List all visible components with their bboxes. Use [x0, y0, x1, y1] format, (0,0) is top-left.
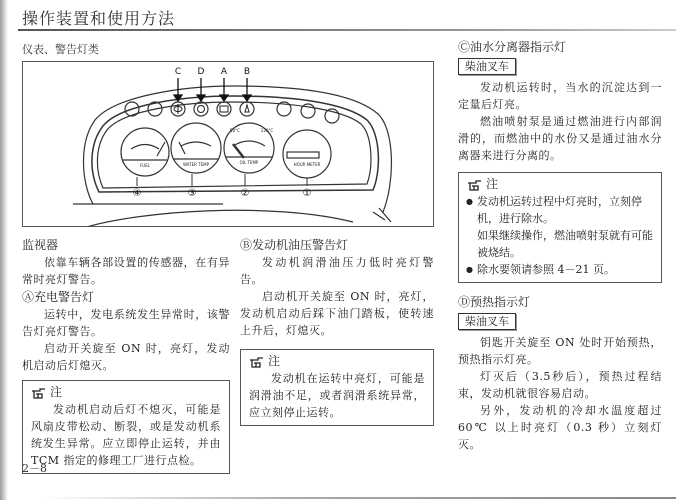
- note-bullet-2: ● 除水要领请参照 4－21 页。: [467, 261, 653, 278]
- gauge-number-2: ②: [240, 188, 250, 199]
- water-separator-note: [458, 172, 662, 283]
- callout-c: C: [174, 67, 182, 77]
- header-divider: [18, 29, 676, 31]
- preheat-heading: Ⓓ预热指示灯: [458, 295, 531, 309]
- oil-pressure-para-2: 启动机开关旋至 ON 时，亮灯，发动机启动后踩下油门踏板，使转速上升后，灯熄灭。: [240, 290, 434, 337]
- pointing-hand-icon: [467, 178, 483, 192]
- gauge-number-1: ①: [302, 188, 312, 199]
- middle-column: [240, 236, 434, 426]
- gauge-number-4: ④: [132, 188, 142, 199]
- water-separator-para-1: 发动机运转时，当水的沉淀达到一定量后灯亮。: [458, 81, 662, 111]
- monitor-heading: 监视器: [22, 238, 59, 252]
- note-bullet-1: ● 发动机运转过程中灯亮时，立刻停机，进行除水。: [467, 193, 653, 227]
- note-label: 注: [50, 385, 63, 399]
- water-separator-para-2: 燃油喷射泵是通过燃油进行内部润滑的，而燃油中的水份又是通过油水分离器来进行分离的。: [458, 115, 662, 162]
- note-label: 注: [268, 354, 281, 368]
- gauge-number-3: ③: [187, 188, 197, 199]
- gauge-label-oil-temp: OIL TEMP: [239, 160, 259, 165]
- oil-temp-mark-high: 120°C: [260, 128, 274, 133]
- charge-warning-heading: Ⓐ充电警告灯: [22, 290, 95, 304]
- footer-divider: [40, 497, 676, 499]
- note-text: 发动机在运转中亮灯，可能是润滑油不足，或者润滑系统异常，应立刻停止运转。: [249, 372, 425, 419]
- instrument-panel-figure: [22, 61, 434, 227]
- page-number: 2－8: [22, 462, 47, 475]
- callout-a: A: [220, 67, 228, 77]
- page-binding-edge: [0, 0, 8, 500]
- charge-warning-note: [22, 380, 230, 474]
- diesel-forklift-tag: 柴油叉车: [458, 58, 516, 75]
- gauge-label-fuel: FUEL: [140, 163, 150, 168]
- chapter-title: 操作装置和使用方法: [22, 9, 176, 28]
- note-bullet-1-continued: 如果继续操作，燃油喷射泵就有可能被烧结。: [477, 229, 653, 259]
- preheat-para-3: 另外，发动机的冷却水温度超过 60℃ 以上时亮灯（0.3 秒）立刻灯灭。: [458, 404, 662, 451]
- left-column: [22, 236, 230, 474]
- monitor-text: 依靠车辆各部设置的传感器，在有异常时亮灯警告。: [22, 256, 230, 286]
- pointing-hand-icon: [249, 355, 265, 369]
- note-label: 注: [486, 177, 499, 191]
- oil-pressure-heading: Ⓑ发动机油压警告灯: [240, 238, 349, 252]
- right-column: [458, 38, 662, 453]
- diesel-forklift-tag: 柴油叉车: [458, 313, 516, 330]
- oil-temp-mark-low: 50°C: [230, 128, 240, 133]
- oil-pressure-note: [240, 349, 434, 426]
- charge-warning-para-2: 启动开关旋至 ON 时，亮灯，发动机启动后灯熄灭。: [22, 342, 230, 372]
- figure-subtitle: 仪表、警告灯类: [22, 43, 99, 56]
- instrument-panel-diagram: [23, 62, 434, 227]
- pointing-hand-icon: [31, 386, 47, 400]
- callout-b: B: [243, 67, 251, 77]
- charge-warning-para-1: 运转中，发电系统发生异常时，该警告灯亮灯警告。: [22, 308, 230, 338]
- water-separator-heading: Ⓒ油水分离器指示灯: [458, 40, 567, 54]
- callout-d: D: [197, 67, 205, 77]
- preheat-para-1: 钥匙开关旋至 ON 处时开始预热，预热指示灯亮。: [458, 336, 662, 366]
- oil-pressure-para-1: 发动机润滑油压力低时亮灯警告。: [240, 256, 434, 286]
- gauge-label-water-temp: WATER TEMP: [182, 162, 210, 167]
- gauge-label-hour-meter: HOUR METER: [293, 162, 321, 167]
- note-text: 发动机启动后灯不熄灭，可能是风扇皮带松动、断裂，或是发动机系统发生异常。应立即停止运转，并由 TCM 指定的修理工厂进行点检。: [31, 403, 221, 467]
- preheat-para-2: 灯灭后（3.5秒后），预热过程结束，发动机就很容易启动。: [458, 370, 662, 400]
